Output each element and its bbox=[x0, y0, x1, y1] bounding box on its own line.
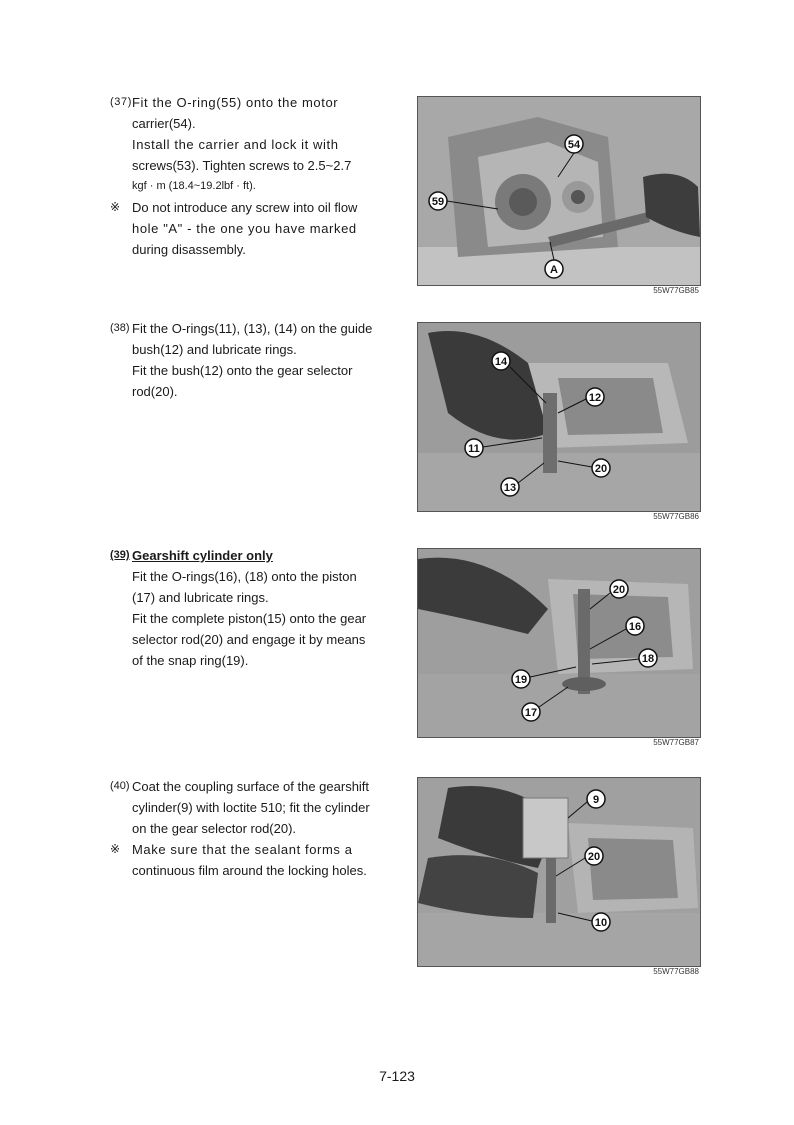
photo-gearshift-cylinder bbox=[418, 778, 700, 966]
svg-text:20: 20 bbox=[594, 463, 608, 475]
step-38-number: (38) bbox=[110, 322, 130, 334]
step-39-line-5 bbox=[110, 629, 380, 650]
callout-9 bbox=[587, 790, 605, 808]
svg-text:18: 18 bbox=[641, 653, 655, 665]
step-37-note-text-1: Do not introduce any screw into oil flow bbox=[132, 200, 358, 215]
step-39-text-3: Fit the complete piston(15) onto the gear bbox=[132, 611, 367, 626]
figure-55w77gb88 bbox=[417, 777, 701, 967]
callout-20 bbox=[585, 847, 603, 865]
step-37-note-text-2: hole "A" - the one you have marked bbox=[132, 221, 357, 236]
step-39-line-2 bbox=[110, 566, 380, 587]
step-38-text-2: bush(12) and lubricate rings. bbox=[132, 342, 297, 357]
callout-20 bbox=[610, 580, 628, 598]
step-39-line-6 bbox=[110, 650, 380, 671]
step-40-text-3: on the gear selector rod(20). bbox=[132, 821, 297, 836]
step-40 bbox=[110, 776, 380, 881]
step-40-text-1: Coat the coupling surface of the gearshift bbox=[132, 779, 370, 794]
step-39-line-1 bbox=[110, 545, 380, 566]
step-37-text-5: kgf · m (18.4~19.2lbf · ft). bbox=[132, 180, 256, 192]
callout-10 bbox=[592, 913, 610, 931]
step-37-number: (37) bbox=[110, 96, 132, 108]
step-37-note-text-3: during disassembly. bbox=[132, 242, 246, 257]
figure-caption: 55W77GB86 bbox=[653, 512, 699, 521]
svg-text:19: 19 bbox=[514, 674, 528, 686]
step-37-note-1 bbox=[110, 197, 380, 218]
step-39-text-2: (17) and lubricate rings. bbox=[132, 590, 269, 605]
svg-text:13: 13 bbox=[503, 482, 517, 494]
step-39-line-3 bbox=[110, 587, 380, 608]
figure-55w77gb87 bbox=[417, 548, 701, 738]
photo-motor-carrier bbox=[418, 97, 700, 285]
svg-text:59: 59 bbox=[431, 196, 445, 208]
callout-17 bbox=[522, 703, 540, 721]
callout-54 bbox=[565, 135, 583, 153]
step-38-line-1 bbox=[110, 318, 380, 339]
svg-text:12: 12 bbox=[588, 392, 602, 404]
step-40-text-2: cylinder(9) with loctite 510; fit the cylinder bbox=[132, 800, 370, 815]
step-38-line-4 bbox=[110, 381, 380, 402]
svg-text:14: 14 bbox=[494, 356, 508, 368]
step-38-line-3 bbox=[110, 360, 380, 381]
photo-guide-bush bbox=[418, 323, 700, 511]
step-40-note-text-1: Make sure that the sealant forms a bbox=[132, 842, 353, 857]
step-37-line-2 bbox=[110, 113, 380, 134]
step-39 bbox=[110, 545, 380, 671]
step-38-text-3: Fit the bush(12) onto the gear selector bbox=[132, 363, 353, 378]
step-38-text-1: Fit the O-rings(11), (13), (14) on the guide bbox=[132, 321, 373, 336]
note-mark-icon: ※ bbox=[110, 842, 121, 856]
callout-A bbox=[545, 260, 563, 278]
svg-text:10: 10 bbox=[594, 917, 608, 929]
callout-59 bbox=[429, 192, 447, 210]
callout-16 bbox=[626, 617, 644, 635]
step-37-line-5 bbox=[110, 176, 380, 197]
step-39-text-5: of the snap ring(19). bbox=[132, 653, 249, 668]
callout-12 bbox=[586, 388, 604, 406]
svg-text:20: 20 bbox=[612, 584, 626, 596]
figure-55w77gb86 bbox=[417, 322, 701, 512]
svg-text:9: 9 bbox=[592, 794, 600, 806]
svg-text:11: 11 bbox=[468, 443, 480, 455]
step-40-line-3 bbox=[110, 818, 380, 839]
step-37-note-3 bbox=[110, 239, 380, 260]
step-37-line-1 bbox=[110, 92, 380, 113]
note-mark-icon: ※ bbox=[110, 200, 121, 214]
step-37-note-2 bbox=[110, 218, 380, 239]
svg-text:A: A bbox=[550, 264, 558, 276]
figure-caption: 55W77GB88 bbox=[653, 967, 699, 976]
step-39-line-4 bbox=[110, 608, 380, 629]
svg-text:17: 17 bbox=[524, 707, 538, 719]
figure-caption: 55W77GB87 bbox=[653, 738, 699, 747]
callout-19 bbox=[512, 670, 530, 688]
svg-text:16: 16 bbox=[628, 621, 642, 633]
step-40-note-text-2: continuous film around the locking holes. bbox=[132, 863, 367, 878]
step-38-text-4: rod(20). bbox=[132, 384, 178, 399]
step-40-note-2 bbox=[110, 860, 380, 881]
step-38-line-2 bbox=[110, 339, 380, 360]
callout-20 bbox=[592, 459, 610, 477]
callout-11 bbox=[465, 439, 483, 457]
step-37-text-4: screws(53). Tighten screws to 2.5~2.7 bbox=[132, 158, 352, 173]
step-39-number: (39) bbox=[110, 549, 130, 561]
photo-piston bbox=[418, 549, 700, 737]
step-40-line-2 bbox=[110, 797, 380, 818]
svg-text:54: 54 bbox=[567, 139, 581, 151]
page-number: 7-123 bbox=[379, 1068, 415, 1084]
callout-14 bbox=[492, 352, 510, 370]
svg-text:20: 20 bbox=[587, 851, 601, 863]
step-39-text-4: selector rod(20) and engage it by means bbox=[132, 632, 366, 647]
callout-13 bbox=[501, 478, 519, 496]
step-37-text-2: carrier(54). bbox=[132, 116, 196, 131]
step-39-title: Gearshift cylinder only bbox=[132, 548, 273, 563]
figure-caption: 55W77GB85 bbox=[653, 286, 699, 295]
figure-55w77gb85 bbox=[417, 96, 701, 286]
step-37-line-4 bbox=[110, 155, 380, 176]
callout-18 bbox=[639, 649, 657, 667]
step-40-note-1 bbox=[110, 839, 380, 860]
step-39-text-1: Fit the O-rings(16), (18) onto the piston bbox=[132, 569, 357, 584]
step-40-line-1 bbox=[110, 776, 380, 797]
step-38 bbox=[110, 318, 380, 402]
step-37-line-3 bbox=[110, 134, 380, 155]
step-37 bbox=[110, 92, 380, 260]
step-40-number: (40) bbox=[110, 780, 130, 792]
step-37-text-3: Install the carrier and lock it with bbox=[132, 137, 339, 152]
step-37-text-1: Fit the O-ring(55) onto the motor bbox=[132, 95, 339, 110]
